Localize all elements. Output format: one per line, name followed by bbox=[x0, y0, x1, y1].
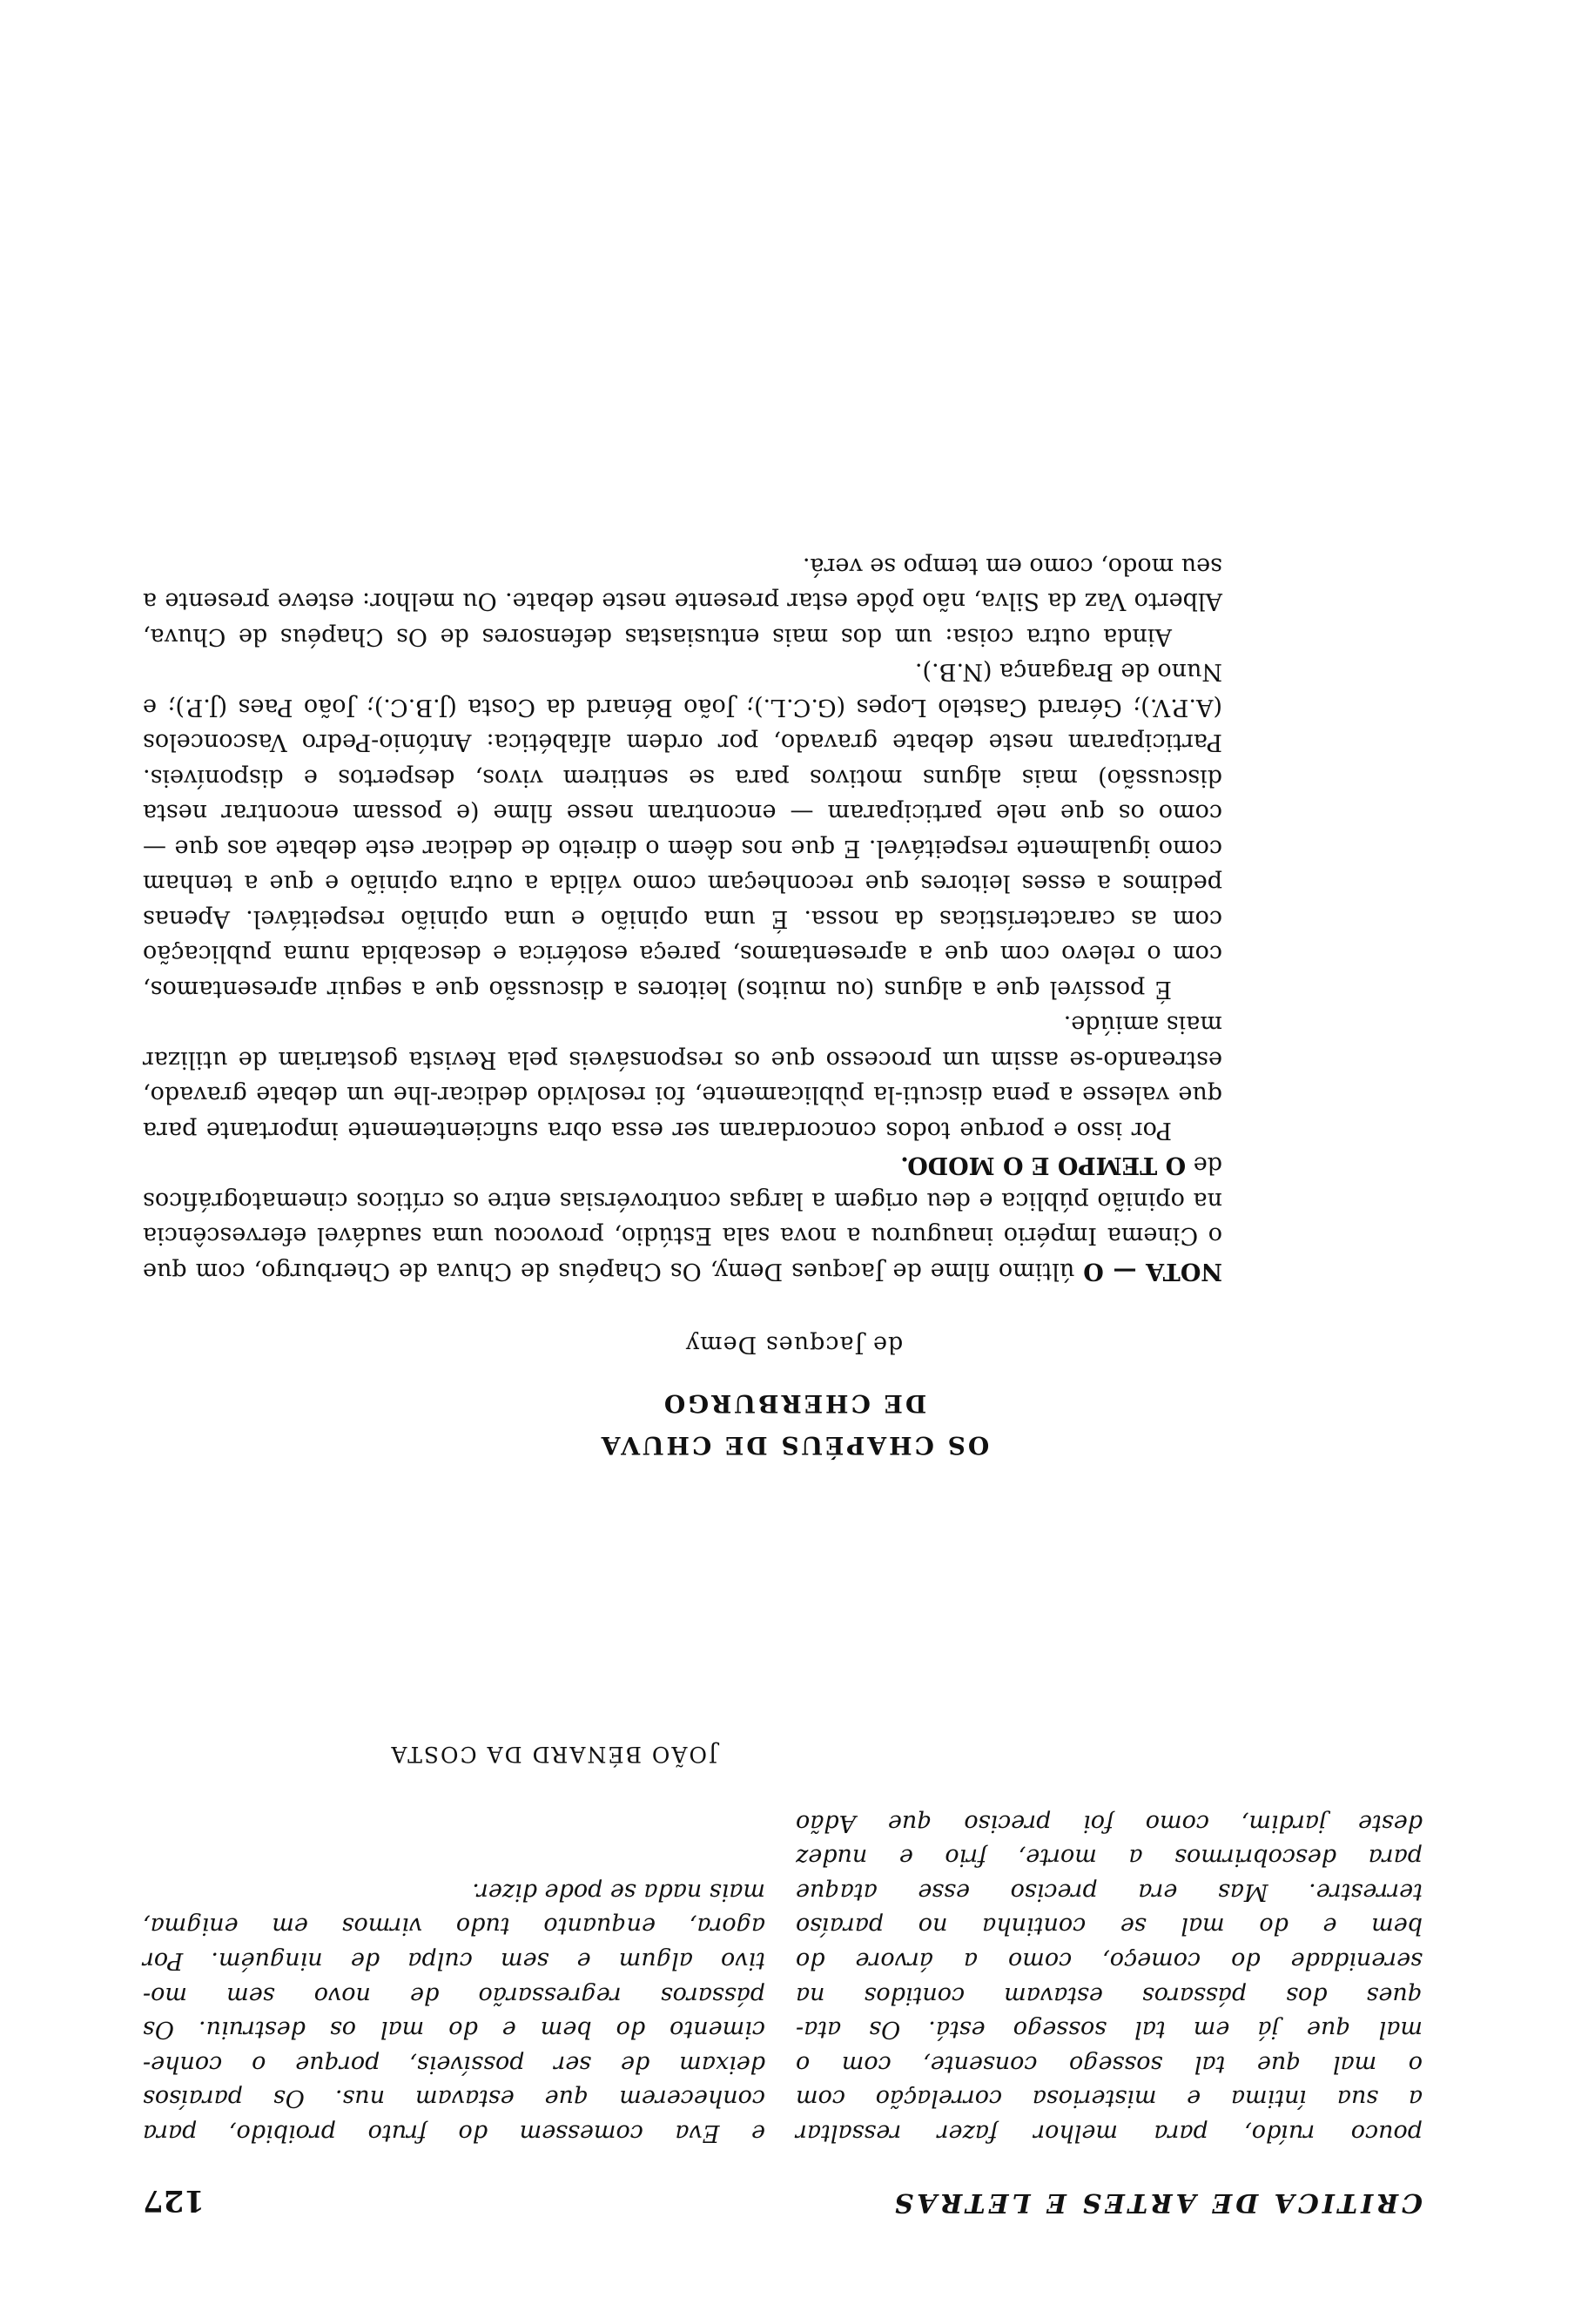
film-title-line-2: DE CHERBURGO bbox=[661, 1389, 927, 1418]
essay-line: para descobrirmos a morte, frio e nudez bbox=[796, 1844, 1423, 1871]
essay-line: conhecerem que estavam nus. Os paraísos bbox=[143, 2085, 765, 2112]
page-header bbox=[143, 2174, 1423, 2218]
magazine-name: O TEMPO E O MODO. bbox=[900, 1152, 1187, 1179]
film-title-line-1: OS CHAPÉUS DE CHUVA bbox=[598, 1431, 990, 1460]
body-paragraph: Ainda outra coisa: um dos mais entusiastas defensores de Os Chapéus de Chuva, Alberto Vaz da Silva, não pôde estar presente neste debate. Ou melhor: esteve presente a seu modo, como em tempo se verá. bbox=[143, 553, 1222, 650]
page-number: 127 bbox=[143, 2183, 205, 2218]
body-paragraph: É possível que a alguns (ou muitos) leitores a discussão que a seguir apresentamos, com o relevo com que a apresentamos, pareça esotérica e descabida numa publicação com as características da nossa. É uma opinião e uma opinião respeitável. Apenas pedimos a esses leitores que reconheçam como válida a outra opinião e que a tenham como igualmente respeitável. E que nos dêem o direito de dedicar este debate aos que — como os que nele participaram — encontram nesse filme (e possam encontrar nesta discussão) mais alguns motivos para se sentirem vivos, despertos e disponíveis. Participaram neste debate gravado, por ordem alfabética: António-Pedro Vasconcelos (A.P.V.); Gérard Castelo Lopes (G.C.L.); João Bénard da Costa (J.B.C.); João Paes (J.P.); e Nuno de Bragança (N.B.). bbox=[143, 658, 1222, 1003]
essay-line: pássaros regressarão de novo sem mo- bbox=[143, 1981, 765, 2009]
essay-line: a sua íntima e misteriosa correlação com bbox=[796, 2085, 1423, 2112]
essay-line: deixam de ser possíveis, porque o conhe- bbox=[143, 2050, 765, 2078]
essay-line: agora, enquanto tudo virmos em enigma, bbox=[143, 1912, 765, 1940]
essay-line: e Eva comessem do fruto proibido, para bbox=[143, 2119, 765, 2146]
body-paragraph: Por isso e porque todos concordaram ser essa obra suficientemente importante para que valesse a pena discuti-la pùblicamente, foi resolvido dedicar-lhe um debate gravado, estreando-se assim um processo que os responsáveis pela Revista gostariam de utilizar mais amiúde. bbox=[143, 1011, 1222, 1144]
essay-line: pouco ruído, para melhor fazer ressaltar bbox=[796, 2119, 1423, 2146]
author-signature: JOÃO BÉNARD DA COSTA bbox=[389, 1742, 717, 1767]
essay-column-right bbox=[143, 1874, 765, 2150]
essay-column-left bbox=[796, 1805, 1423, 2150]
essay-line: deste jardim, como foi preciso que Adão bbox=[796, 1809, 1423, 1837]
nota-section bbox=[143, 548, 1222, 1289]
nota-paragraph bbox=[143, 1147, 1222, 1288]
running-title: CRITICA DE ARTES E LETRAS bbox=[891, 2187, 1423, 2218]
nota-text: último filme de Jacques Demy, Os Chapéus de Chuva de Cherburgo, com que o Cinema Império inaugurou a nova sala Estúdio, provocou uma saudável efervescência na opinião pública e deu origem a largas controvérsias entre os críticos cinematográficos de bbox=[143, 1152, 1222, 1285]
essay-line: terrestre. Mas era preciso esse ataque bbox=[796, 1877, 1423, 1905]
essay-line: mal que já em tal sossego está. Os ata- bbox=[796, 2016, 1423, 2044]
essay-line: bem e do mal se continha no paraíso bbox=[796, 1912, 1423, 1940]
nota-label: NOTA — O bbox=[1083, 1258, 1222, 1285]
film-byline: de Jacques Demy bbox=[684, 1331, 904, 1358]
essay-line: ques dos pássaros estavam contidos na bbox=[796, 1981, 1423, 2009]
essay-line: tivo algum e sem culpa de ninguém. Por bbox=[143, 1947, 765, 1975]
essay-line: mais nada se pode dizer. bbox=[472, 1877, 765, 1905]
essay-line: cimento do bem e do mal os destruiu. Os bbox=[143, 2016, 765, 2044]
essay-line: o mal que tal sossego consente, com o bbox=[796, 2050, 1423, 2078]
essay-line: serenidade do começo, como a árvore do bbox=[796, 1947, 1423, 1975]
